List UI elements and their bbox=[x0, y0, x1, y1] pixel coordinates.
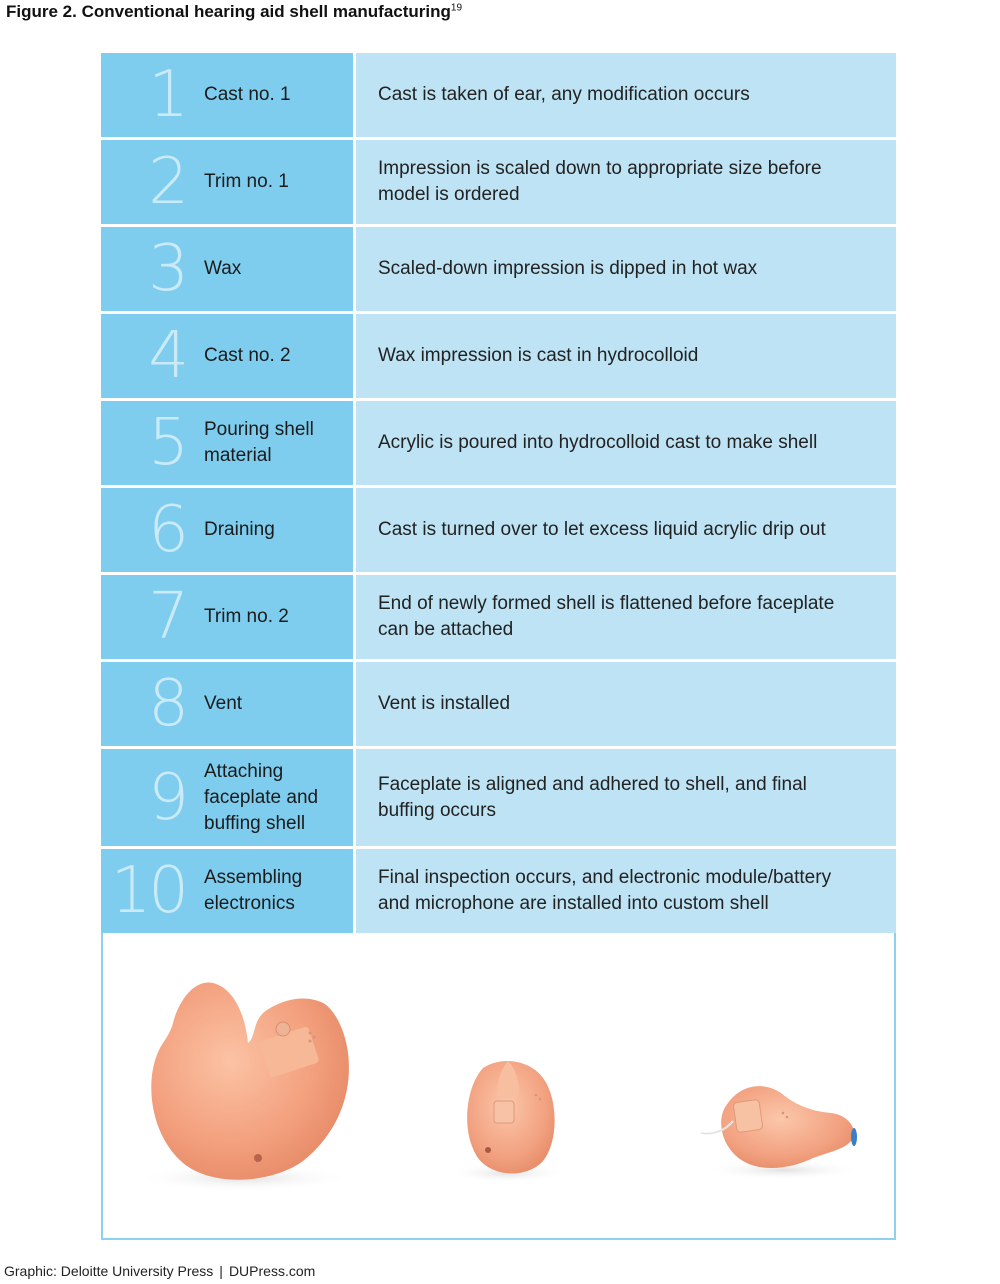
step-row bbox=[101, 227, 896, 311]
step-name: Attaching faceplate and buffing shell bbox=[204, 760, 319, 834]
step-row bbox=[101, 53, 896, 137]
step-row bbox=[101, 140, 896, 224]
step-label-cell bbox=[101, 227, 353, 311]
hearing-aid-shells-illustration bbox=[103, 933, 894, 1238]
step-row bbox=[101, 401, 896, 485]
step-row bbox=[101, 662, 896, 746]
step-label-cell bbox=[101, 662, 353, 746]
step-number: 6 bbox=[148, 493, 186, 567]
step-description: Final inspection occurs, and electronic module/battery and microphone are installed into custom shell bbox=[356, 849, 896, 933]
credit-source: Graphic: Deloitte University Press bbox=[4, 1263, 214, 1279]
step-description: Faceplate is aligned and adhered to shell, and final buffing occurs bbox=[356, 749, 896, 846]
step-description: Acrylic is poured into hydrocolloid cast to make shell bbox=[356, 401, 896, 485]
figure-title bbox=[6, 2, 462, 22]
step-number: 5 bbox=[148, 406, 186, 480]
step-name: Assembling electronics bbox=[204, 867, 303, 914]
step-description: Cast is turned over to let excess liquid acrylic drip out bbox=[356, 488, 896, 572]
credit-site: DUPress.com bbox=[228, 1263, 316, 1279]
figure-title-text: Figure 2. Conventional hearing aid shell manufacturing bbox=[6, 2, 451, 21]
step-description: Vent is installed bbox=[356, 662, 896, 746]
footnote-ref: 19 bbox=[450, 2, 463, 14]
step-label-cell bbox=[101, 53, 353, 137]
step-name: Cast no. 2 bbox=[204, 345, 291, 366]
step-number: 9 bbox=[148, 760, 186, 835]
step-row bbox=[101, 488, 896, 572]
step-description: End of newly formed shell is flattened before faceplate can be attached bbox=[356, 575, 896, 659]
step-description: Wax impression is cast in hydrocolloid bbox=[356, 314, 896, 398]
step-label-cell bbox=[101, 140, 353, 224]
step-number: 10 bbox=[110, 854, 186, 928]
step-number: 8 bbox=[148, 667, 186, 741]
step-label-cell bbox=[101, 849, 353, 933]
step-name: Vent bbox=[204, 693, 243, 714]
step-name: Pouring shell material bbox=[204, 419, 314, 466]
step-label-cell bbox=[101, 575, 353, 659]
steps-table bbox=[101, 53, 896, 933]
graphic-credit bbox=[4, 1263, 315, 1279]
step-name: Wax bbox=[204, 258, 242, 279]
step-description: Cast is taken of ear, any modification occurs bbox=[356, 53, 896, 137]
medium-hearing-aid-shell bbox=[448, 1061, 568, 1183]
step-number: 2 bbox=[148, 145, 186, 219]
step-row bbox=[101, 849, 896, 933]
step-row bbox=[101, 314, 896, 398]
step-name: Cast no. 1 bbox=[204, 84, 291, 105]
step-label-cell bbox=[101, 314, 353, 398]
step-row bbox=[101, 749, 896, 846]
step-number: 4 bbox=[148, 319, 186, 393]
step-number: 7 bbox=[148, 580, 186, 654]
step-label-cell bbox=[101, 488, 353, 572]
step-name: Trim no. 1 bbox=[204, 171, 289, 192]
small-hearing-aid-shell bbox=[701, 1086, 863, 1180]
hearing-aid-photo-panel bbox=[101, 933, 896, 1240]
step-description: Impression is scaled down to appropriate size before model is ordered bbox=[356, 140, 896, 224]
step-name: Trim no. 2 bbox=[204, 606, 289, 627]
step-row bbox=[101, 575, 896, 659]
step-description: Scaled-down impression is dipped in hot wax bbox=[356, 227, 896, 311]
step-name: Draining bbox=[204, 519, 275, 540]
large-hearing-aid-shell bbox=[133, 983, 353, 1192]
step-label-cell bbox=[101, 401, 353, 485]
step-number: 3 bbox=[148, 232, 186, 306]
step-number: 1 bbox=[148, 58, 186, 132]
credit-separator: | bbox=[219, 1263, 223, 1279]
step-label-cell bbox=[101, 749, 353, 846]
